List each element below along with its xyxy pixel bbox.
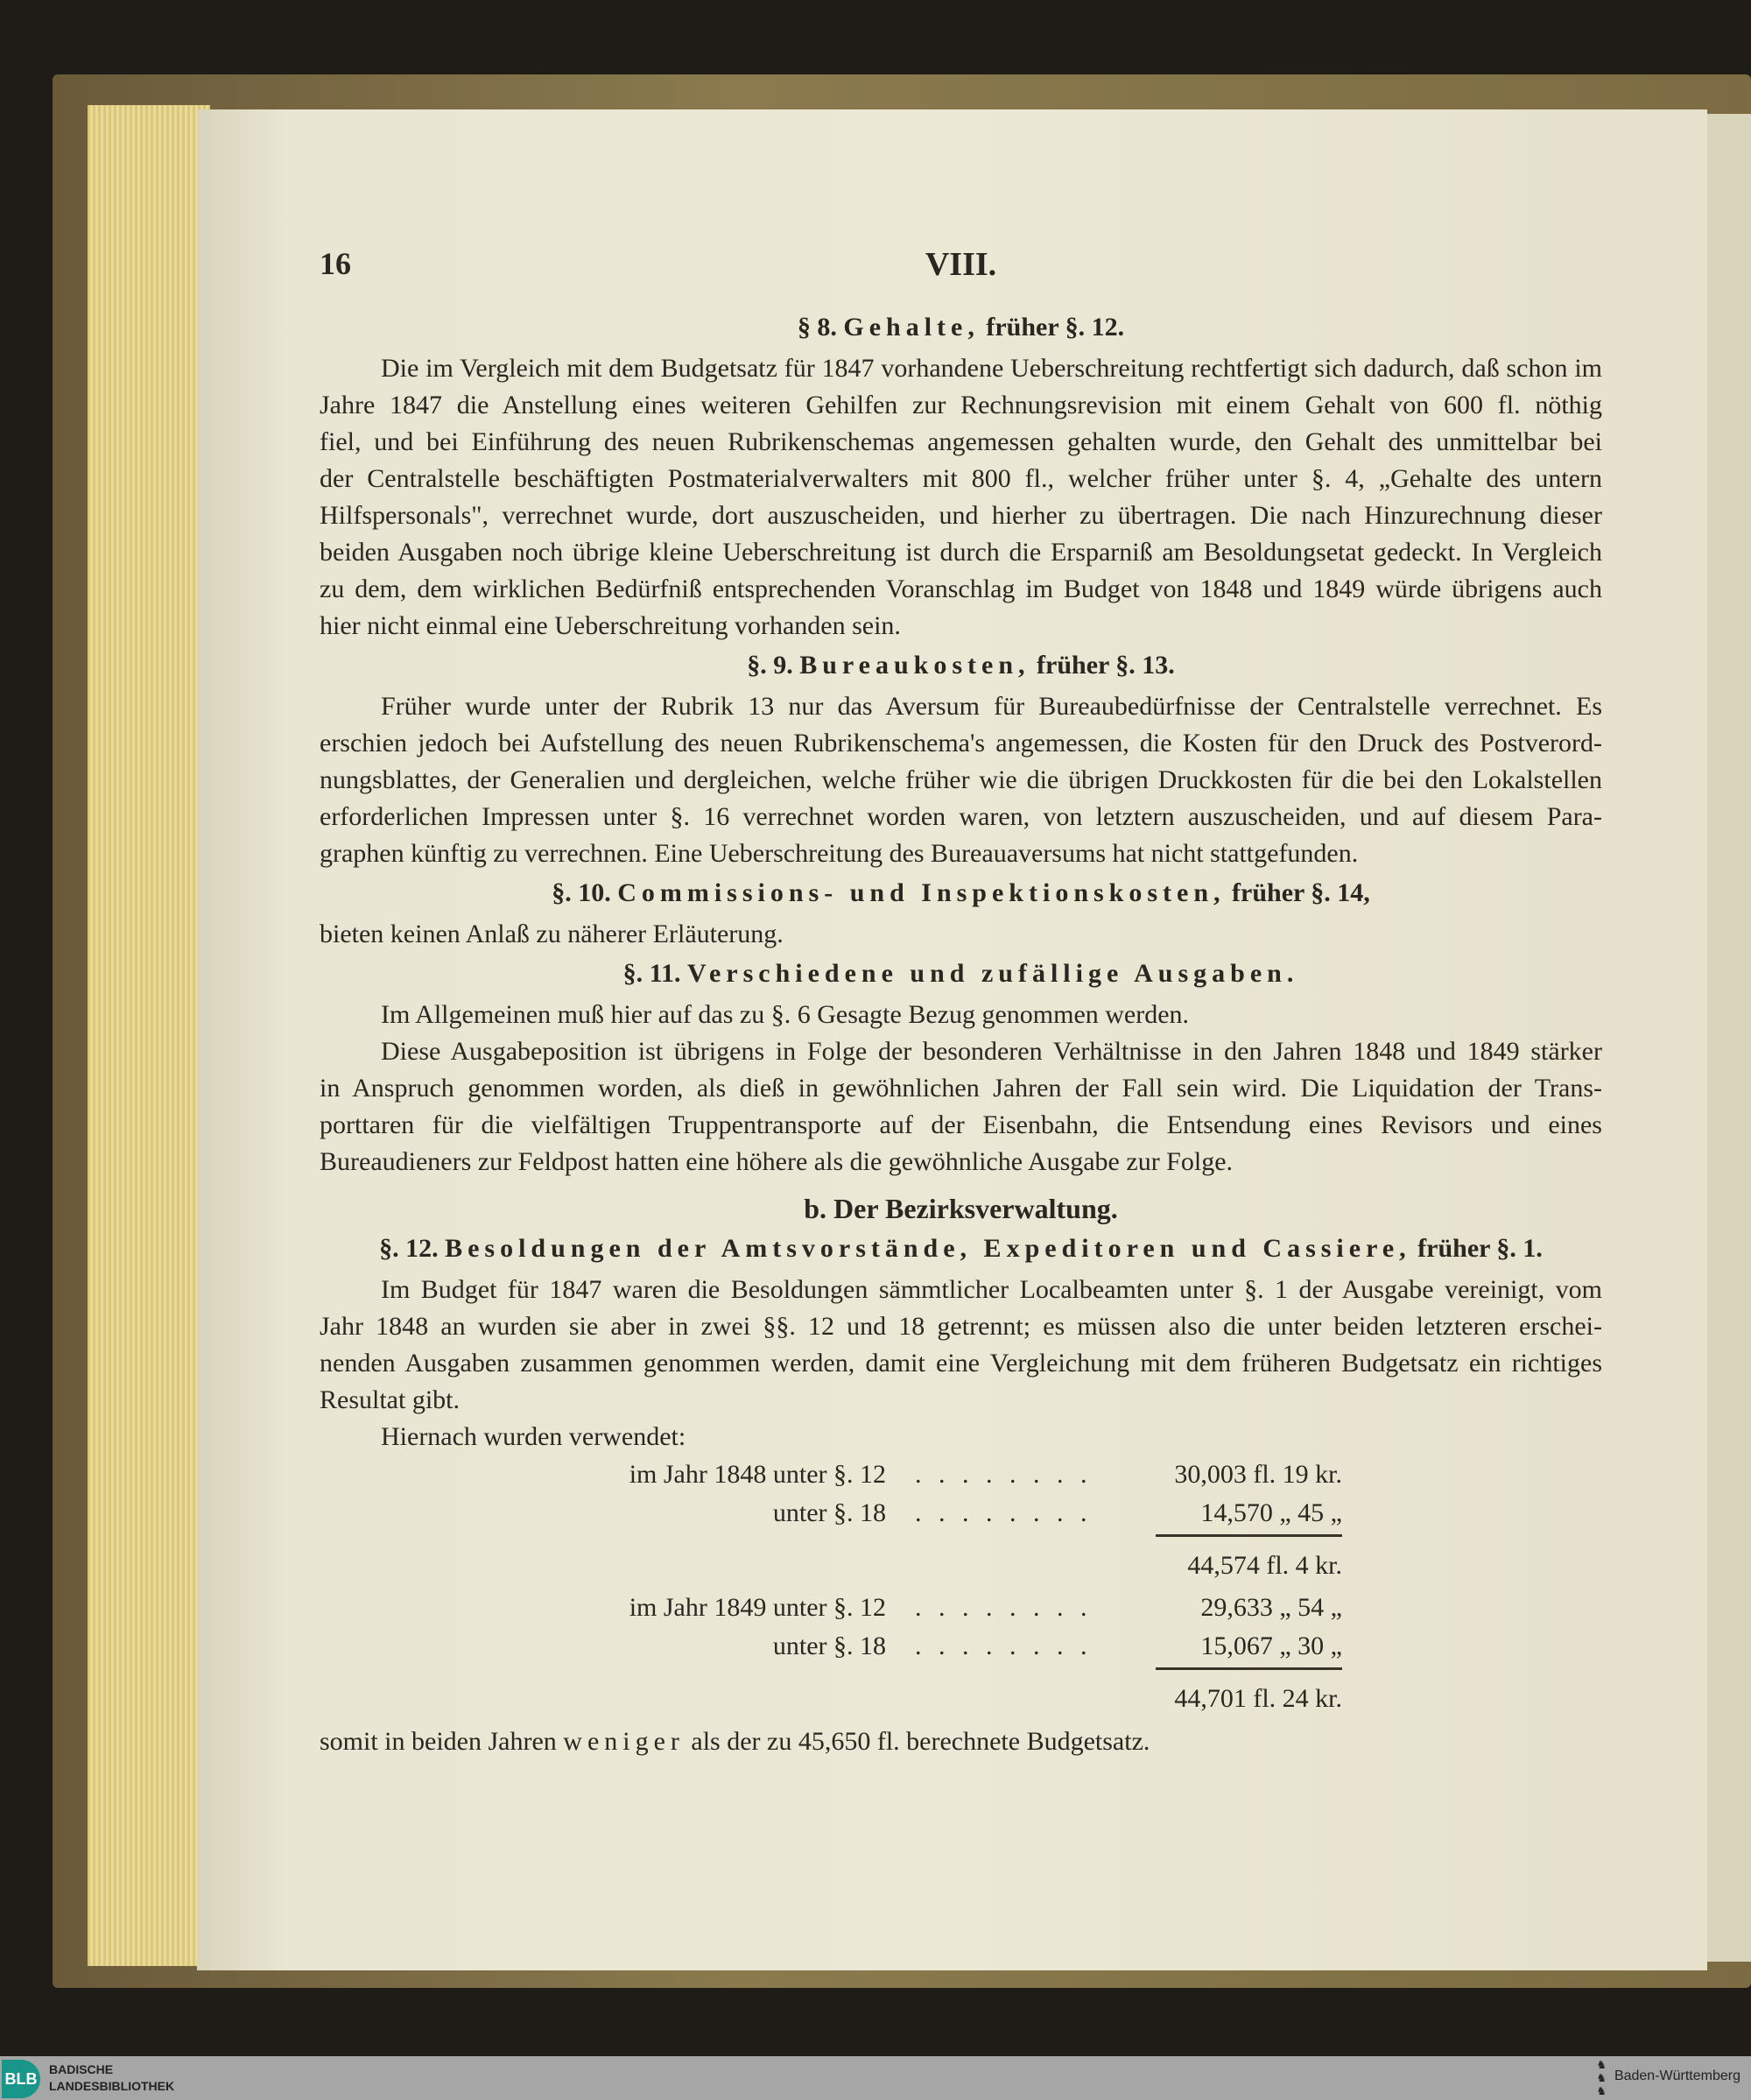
text-line: Jahr 1848 an wurden sie aber in zwei §§. 12 und 18 getrennt; es müssen also die unter beiden letzteren erschei-	[320, 1312, 1602, 1341]
page-content	[320, 245, 1602, 1760]
page-edges	[88, 105, 210, 1966]
table-row	[320, 1589, 1602, 1627]
next-page-edge	[1703, 114, 1751, 1962]
text-line: hier nicht einmal eine Ueberschreitung vorhanden sein.	[320, 611, 901, 640]
text-line: zu dem, dem wirklichen Bedürfniß entsprechenden Voranschlag im Budget von 1848 und 1849 würde übrigens auch	[320, 574, 1602, 603]
lion-crest-icon: ♞ ♞ ♞	[1596, 2058, 1607, 2097]
subtotal-row	[320, 1533, 1602, 1583]
page-number: 16	[320, 246, 351, 281]
text-line: erforderlichen Impressen unter §. 16 verrechnet worden waren, von letztern auszuscheiden, und auf diesem Para-	[320, 802, 1602, 831]
text-line: Früher wurde unter der Rubrik 13 nur das Aversum für Bureaubedürfnisse der Centralstelle verrechnet. Es	[381, 692, 1602, 721]
text-line: nenden Ausgaben zusammen genommen werden, damit eine Vergleichung mit dem früheren Budgetsatz ein richtiges	[320, 1349, 1602, 1378]
subtotal-amount: 44,574 fl. 4 kr.	[1187, 1551, 1342, 1580]
text-line: Hiernach wurden verwendet:	[381, 1422, 686, 1451]
chapter-heading: VIII.	[925, 246, 997, 283]
subtotal-amount: 44,701 fl. 24 kr.	[1174, 1684, 1342, 1713]
text-line: nungsblattes, der Generalien und dergleichen, welche früher wie die übrigen Druckkosten für die bei den Lokalstellen	[320, 765, 1602, 794]
section-11-heading: §. 11. Verschiedene und zufällige Ausgaben.	[622, 959, 1299, 988]
subtotal-row	[320, 1666, 1602, 1716]
row-amount: 29,633 „ 54 „	[1200, 1593, 1342, 1622]
text-line: in Anspruch genommen worden, als dieß in gewöhnlichen Jahren der Fall sein wird. Die Liquidation der Trans-	[320, 1074, 1602, 1103]
section-9-text	[320, 688, 1602, 872]
section-12-heading: §. 12. Besoldungen der Amtsvorstände, Expeditoren und Cassiere, früher §. 1.	[379, 1234, 1543, 1263]
row-label: im Jahr 1848 unter §. 12	[629, 1460, 886, 1489]
text-line: der Centralstelle beschäftigten Postmaterialverwalters mit 800 fl., welcher früher unter §. 4, „Gehalte des untern	[320, 464, 1602, 493]
row-label: im Jahr 1849 unter §. 12	[629, 1593, 886, 1622]
footer-bar	[0, 2056, 1751, 2100]
section-11-text	[320, 997, 1602, 1180]
dot-leader: . . . . . . . .	[915, 1498, 1093, 1527]
section-8-text	[320, 350, 1602, 645]
text-line: Jahre 1847 die Anstellung eines weiteren Gehilfen zur Rechnungsrevision mit einem Gehalt von 600 fl. nöthig	[320, 391, 1602, 419]
text-line: beiden Ausgaben noch übrige kleine Ueberschreitung ist durch die Ersparniß am Besoldungsetat gedeckt. In Vergleich	[320, 538, 1602, 567]
text-line: bieten keinen Anlaß zu näherer Erläuterung.	[320, 920, 784, 948]
text-line: Diese Ausgabeposition ist übrigens in Folge der besonderen Verhältnisse in den Jahren 1848 und 1849 stärker	[381, 1037, 1602, 1066]
text-line: graphen künftig zu verrechnen. Eine Ueberschreitung des Bureauaversums hat nicht stattgefunden.	[320, 839, 1359, 868]
row-label: unter §. 18	[772, 1631, 886, 1660]
row-amount: 15,067 „ 30 „	[1200, 1631, 1342, 1660]
dot-leader: . . . . . . . .	[915, 1460, 1093, 1489]
text-line: Die im Vergleich mit dem Budgetsatz für 1847 vorhandene Ueberschreitung rechtfertigt sich dadurch, daß schon im	[381, 354, 1602, 383]
conclusion-line: somit in beiden Jahren weniger als der zu 45,650 fl. berechnete Budgetsatz.	[320, 1727, 1150, 1756]
section-8-heading: § 8. Gehalte, früher §. 12.	[797, 313, 1125, 342]
library-name[interactable]: BADISCHE LANDESBIBLIOTHEK	[49, 2062, 175, 2093]
table-row	[320, 1494, 1602, 1533]
text-line: Bureaudieners zur Feldpost hatten eine höhere als die gewöhnliche Ausgabe zur Folge.	[320, 1147, 1234, 1176]
text-line: Resultat gibt.	[320, 1385, 460, 1414]
state-name[interactable]: Baden-Württemberg	[1614, 2068, 1740, 2083]
dot-leader: . . . . . . . .	[915, 1593, 1093, 1622]
section-12-text	[320, 1272, 1602, 1455]
text-line: erschien jedoch bei Aufstellung des neuen Rubrikenschema's angemessen, die Kosten für den Druck des Postverord-	[320, 729, 1602, 758]
section-b-heading: b. Der Bezirksverwaltung.	[804, 1193, 1118, 1224]
table-row	[320, 1627, 1602, 1666]
section-9-heading: §. 9. Bureaukosten, früher §. 13.	[747, 651, 1175, 680]
text-line: Im Allgemeinen muß hier auf das zu §. 6 Gesagte Bezug genommen werden.	[381, 1000, 1190, 1029]
section-10-heading: §. 10. Commissions- und Inspektionskosten, früher §. 14,	[552, 878, 1370, 907]
row-amount: 30,003 fl. 19 kr.	[1174, 1460, 1342, 1489]
text-line: fiel, und bei Einführung des neuen Rubrikenschemas angemessen gehalten wurde, den Gehalt des unmittelbar bei	[320, 427, 1602, 456]
blb-logo[interactable]: BLB	[2, 2060, 40, 2098]
expense-table	[320, 1455, 1602, 1716]
row-amount: 14,570 „ 45 „	[1200, 1498, 1342, 1527]
dot-leader: . . . . . . . .	[915, 1631, 1093, 1660]
row-label: unter §. 18	[772, 1498, 886, 1527]
text-line: porttaren für die vielfältigen Truppentransporte auf der Eisenbahn, die Entsendung eines Revisors und eines	[320, 1110, 1602, 1139]
table-row	[320, 1455, 1602, 1494]
text-line: Im Budget für 1847 waren die Besoldungen sämmtlicher Localbeamten unter §. 1 der Ausgabe vereinigt, vom	[381, 1275, 1602, 1304]
text-line: Hilfspersonals", verrechnet wurde, dort auszuscheiden, und hierher zu übertragen. Die nach Hinzurechnung dieser	[320, 501, 1602, 530]
